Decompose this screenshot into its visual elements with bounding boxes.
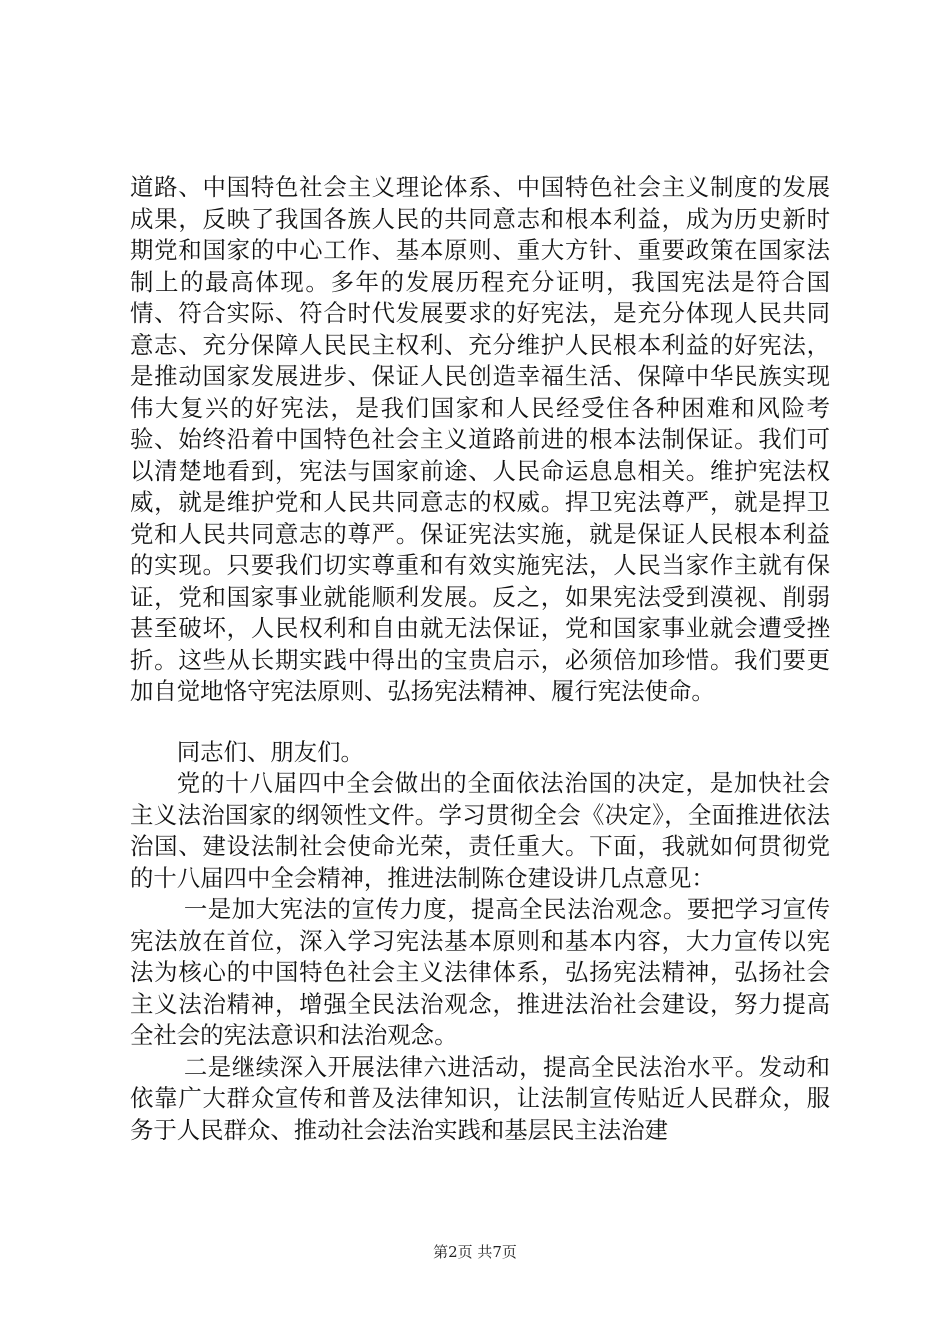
page-number-footer: 第2页 共7页 bbox=[433, 1243, 517, 1261]
paragraph-greeting: 同志们、朋友们。 bbox=[176, 737, 364, 766]
paragraph-point-one: 一是加大宪法的宣传力度，提高全民法治观念。要把学习宣传宪法放在首位，深入学习宪法基本原则和基本内容，大力宣传以宪法为核心的中国特色社会主义法律体系，弘扬宪法精神，弘扬社会主义法治精神，增强全民法治观念，推进法治社会建设，努力提高全社会的宪法意识和法治观念。 bbox=[130, 895, 830, 1049]
paragraph-constitution: 道路、中国特色社会主义理论体系、中国特色社会主义制度的发展成果，反映了我国各族人民的共同意志和根本利益，成为历史新时期党和国家的中心工作、基本原则、重大方针、重要政策在国家法制上的最高体现。多年的发展历程充分证明，我国宪法是符合国情、符合实际、符合时代发展要求的好宪法，是充分体现人民共同意志、充分保障人民民主权利、充分维护人民根本利益的好宪法，是推动国家发展进步、保证人民创造幸福生活、保障中华民族实现伟大复兴的好宪法，是我们国家和人民经受住各种困难和风险考验、始终沿着中国特色社会主义道路前进的根本法制保证。我们可以清楚地看到，宪法与国家前途、人民命运息息相关。维护宪法权威，就是维护党和人民共同意志的权威。捍卫宪法尊严，就是捍卫党和人民共同意志的尊严。保证宪法实施，就是保证人民根本利益的实现。只要我们切实尊重和有效实施宪法，人民当家作主就有保证，党和国家事业就能顺利发展。反之，如果宪法受到漠视、削弱甚至破坏，人民权利和自由就无法保证，党和国家事业就会遭受挫折。这些从长期实践中得出的宝贵启示，必须倍加珍惜。我们要更加自觉地恪守宪法原则、弘扬宪法精神、履行宪法使命。 bbox=[130, 173, 830, 705]
paragraph-gap bbox=[130, 708, 830, 737]
paragraph-fourth-plenum: 党的十八届四中全会做出的全面依法治国的决定，是加快社会主义法治国家的纲领性文件。学习贯彻全会《决定》，全面推进依法治国、建设法制社会使命光荣，责任重大。下面，我就如何贯彻党的十八届四中全会精神，推进法制陈仓建设讲几点意见： bbox=[130, 769, 830, 892]
paragraph-point-two: 二是继续深入开展法律六进活动，提高全民法治水平。发动和依靠广大群众宣传和普及法律知识，让法制宣传贴近人民群众，服务于人民群众、推动社会法治实践和基层民主法治建 bbox=[130, 1052, 830, 1144]
document-body bbox=[130, 172, 830, 1146]
